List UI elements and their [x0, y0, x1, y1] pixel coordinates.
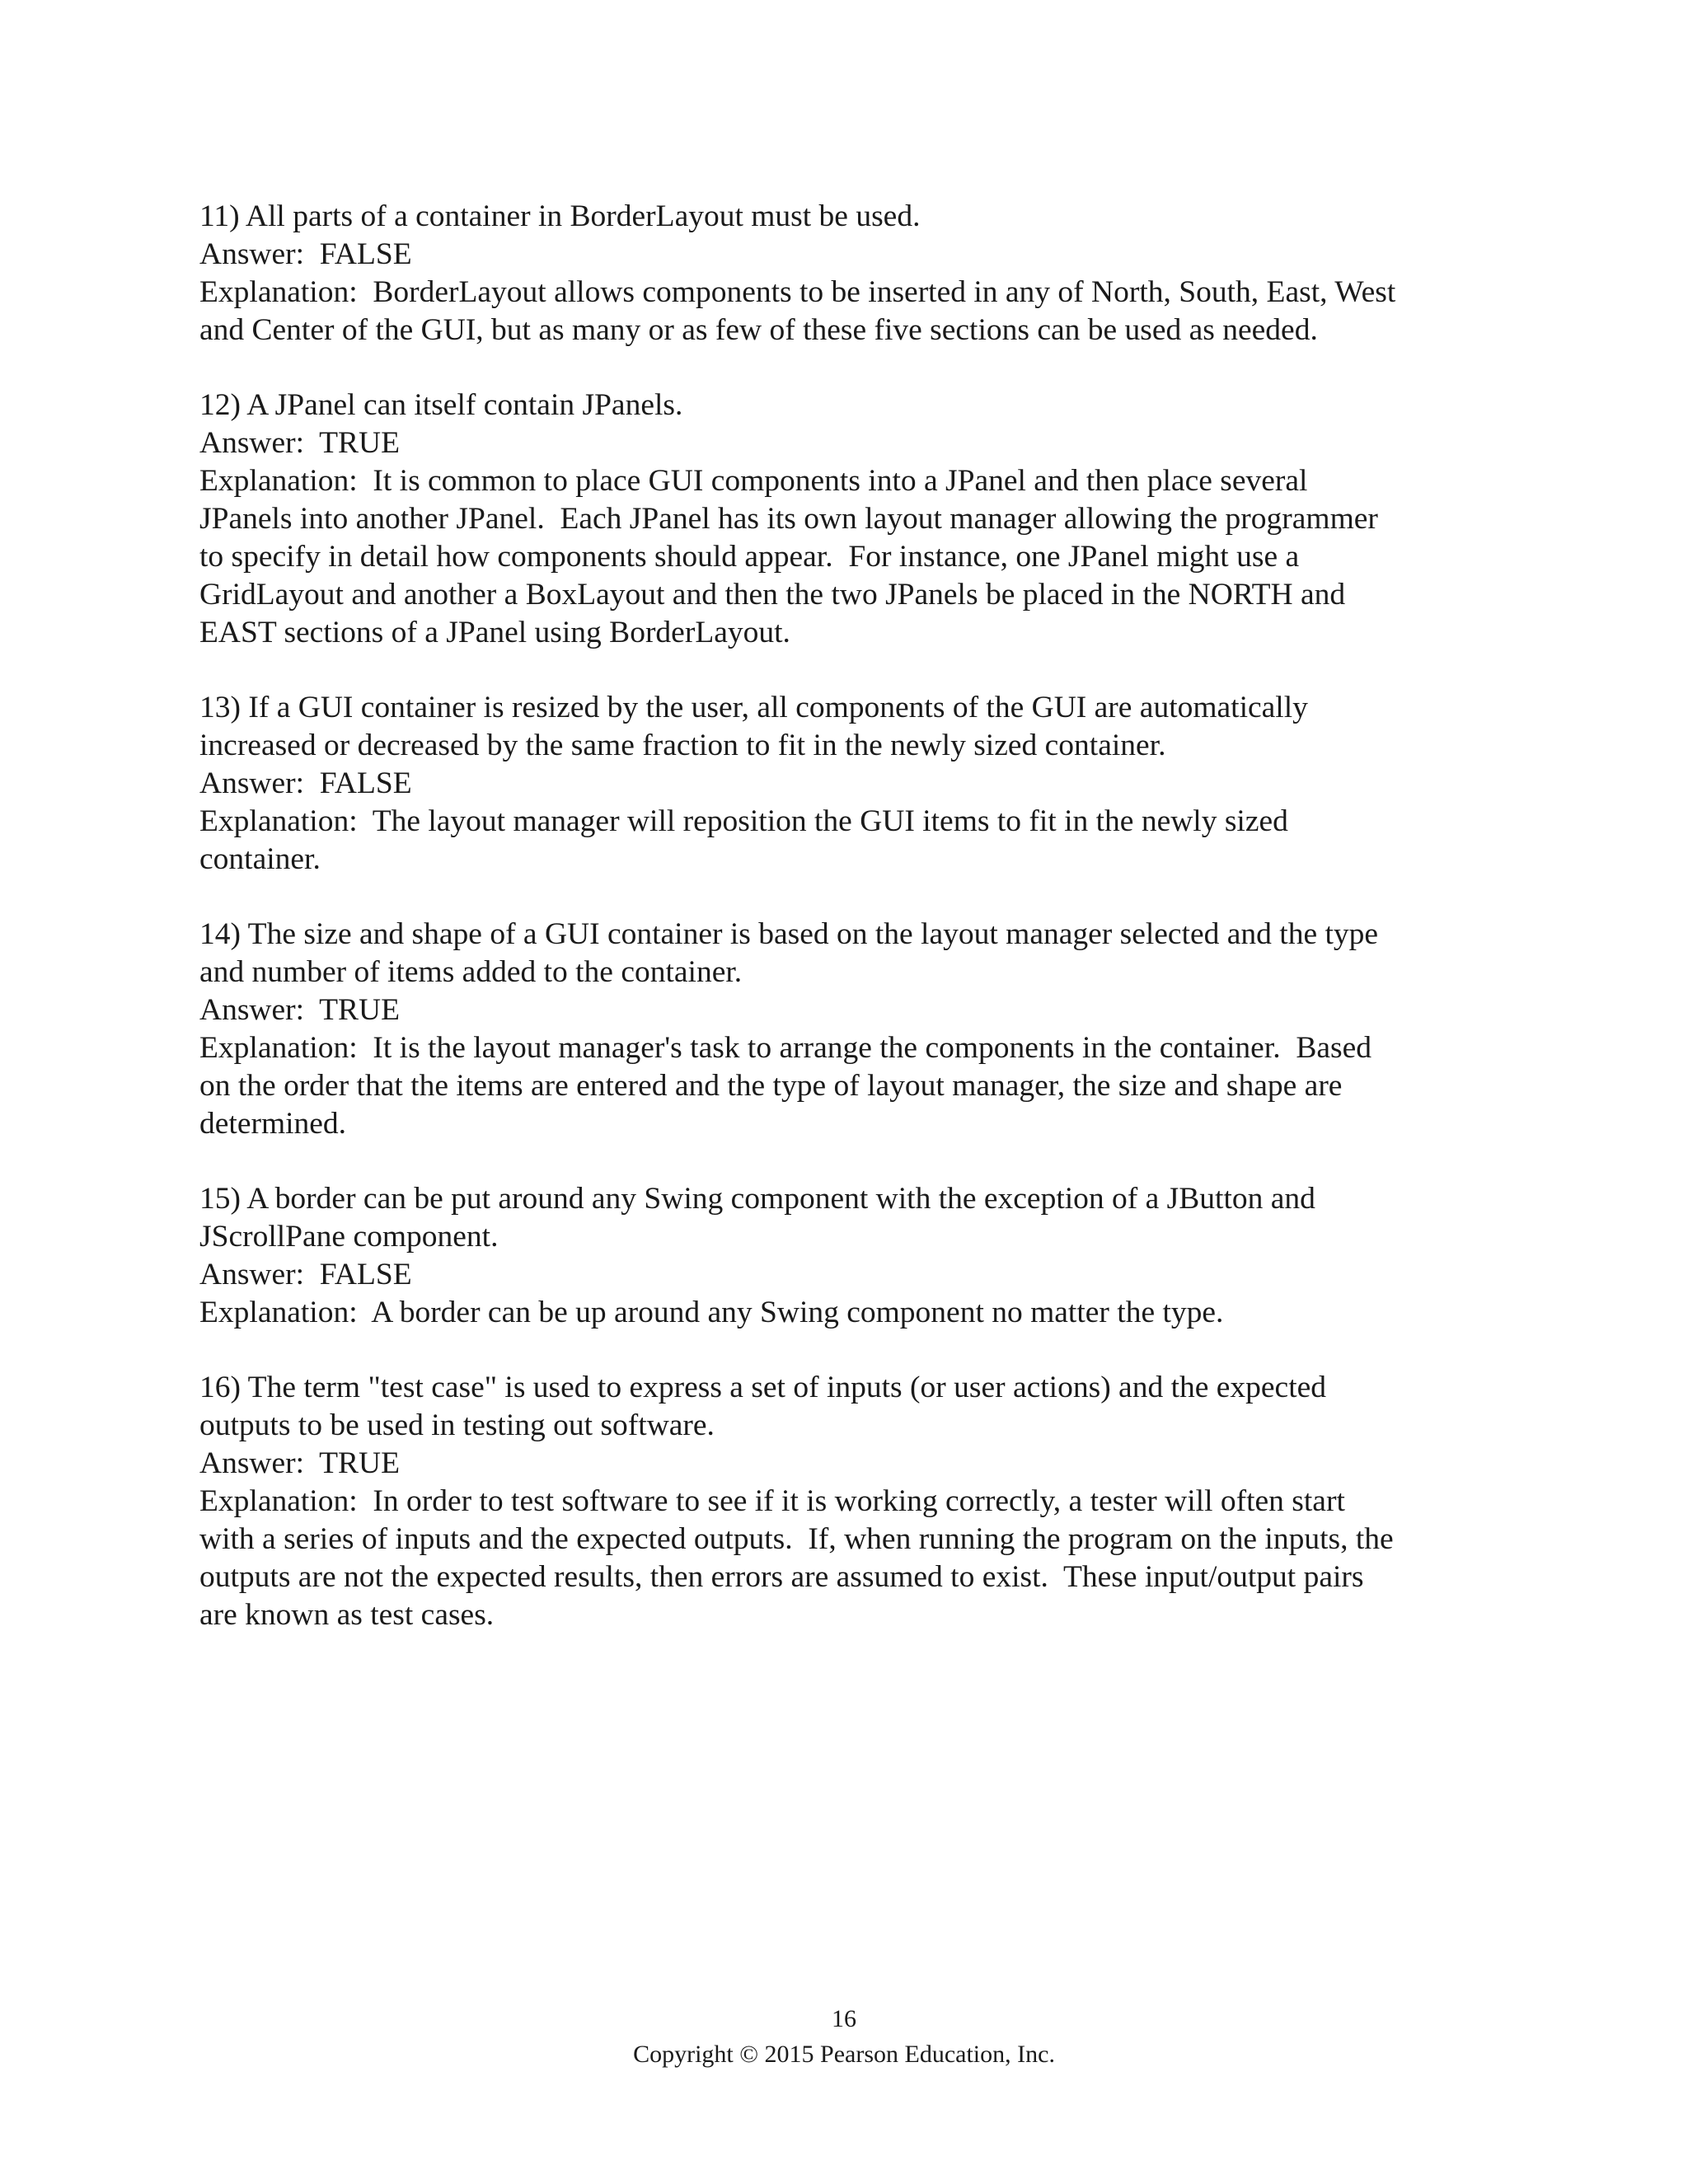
explanation-line: with a series of inputs and the expected outputs. If, when running the program on the inputs, the [199, 1522, 1394, 1556]
explanation-line: Explanation: The layout manager will reposition the GUI items to fit in the newly sized [199, 804, 1288, 838]
question-text: JScrollPane component. [199, 1220, 499, 1254]
answer-line: Answer: TRUE [199, 426, 401, 460]
page-number: 16 [832, 2005, 856, 2032]
question-text: and number of items added to the container. [199, 955, 743, 989]
explanation-line: Explanation: In order to test software to see if it is working correctly, a tester will often start [199, 1484, 1345, 1518]
explanation-line: and Center of the GUI, but as many or as few of these five sections can be used as needed. [199, 313, 1318, 347]
question-13 [199, 689, 1518, 879]
question-text: 16) The term "test case" is used to express a set of inputs (or user actions) and the expected [199, 1371, 1327, 1404]
explanation-line: GridLayout and another a BoxLayout and then the two JPanels be placed in the NORTH and [199, 578, 1346, 612]
question-text: increased or decreased by the same fraction to fit in the newly sized container. [199, 729, 1166, 762]
question-15 [199, 1180, 1518, 1332]
explanation-line: determined. [199, 1107, 347, 1141]
question-text: 11) All parts of a container in BorderLayout must be used. [199, 199, 921, 233]
question-list [199, 198, 1518, 1671]
explanation-line: to specify in detail how components should appear. For instance, one JPanel might use a [199, 540, 1300, 574]
answer-line: Answer: FALSE [199, 1258, 412, 1291]
answer-line: Answer: FALSE [199, 237, 412, 271]
answer-line: Answer: FALSE [199, 766, 412, 800]
explanation-line: Explanation: A border can be up around any Swing component no matter the type. [199, 1296, 1224, 1329]
question-16 [199, 1369, 1518, 1634]
explanation-line: JPanels into another JPanel. Each JPanel has its own layout manager allowing the programmer [199, 502, 1378, 536]
question-text: outputs to be used in testing out software. [199, 1408, 715, 1442]
question-text: 14) The size and shape of a GUI container is based on the layout manager selected and the type [199, 917, 1379, 951]
explanation-line: Explanation: BorderLayout allows components to be inserted in any of North, South, East, West [199, 275, 1396, 309]
question-text: 15) A border can be put around any Swing component with the exception of a JButton and [199, 1182, 1315, 1216]
explanation-line: on the order that the items are entered and the type of layout manager, the size and shape are [199, 1069, 1343, 1103]
question-text: 13) If a GUI container is resized by the user, all components of the GUI are automatically [199, 691, 1308, 724]
explanation-line: outputs are not the expected results, then errors are assumed to exist. These input/output pairs [199, 1560, 1364, 1594]
explanation-line: Explanation: It is the layout manager's task to arrange the components in the container. Based [199, 1031, 1372, 1065]
question-11 [199, 198, 1518, 349]
question-14 [199, 916, 1518, 1143]
explanation-line: Explanation: It is common to place GUI components into a JPanel and then place several [199, 464, 1308, 498]
answer-line: Answer: TRUE [199, 1446, 401, 1480]
answer-line: Answer: TRUE [199, 993, 401, 1027]
explanation-line: EAST sections of a JPanel using BorderLayout. [199, 616, 790, 649]
explanation-line: container. [199, 842, 321, 876]
question-12 [199, 387, 1518, 652]
explanation-line: are known as test cases. [199, 1598, 495, 1632]
copyright-notice: Copyright © 2015 Pearson Education, Inc. [633, 2041, 1055, 2068]
question-text: 12) A JPanel can itself contain JPanels. [199, 388, 683, 422]
